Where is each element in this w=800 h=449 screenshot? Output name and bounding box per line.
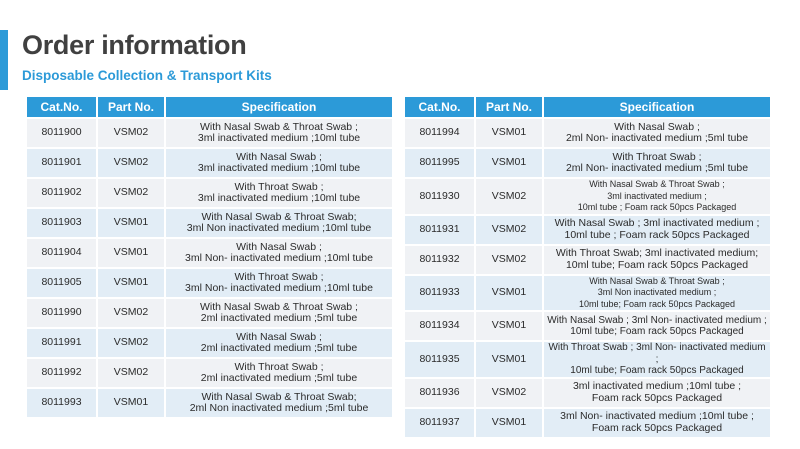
table-row — [27, 118, 392, 148]
cell-cat-no: 8011931 — [405, 215, 475, 245]
cell-part-no: VSM01 — [475, 311, 543, 341]
table-row — [27, 298, 392, 328]
table-row — [405, 275, 770, 312]
cell-cat-no: 8011904 — [27, 238, 97, 268]
table-row — [27, 238, 392, 268]
specification-line: 3ml Non inactivated medium ; — [597, 287, 717, 297]
specification-line: With Nasal Swab & Throat Swab ; — [589, 179, 725, 189]
column-header-cat-no: Cat.No. — [27, 97, 97, 118]
specification-line: With Nasal Swab ; — [236, 240, 322, 253]
cell-cat-no: 8011934 — [405, 311, 475, 341]
table-row — [405, 378, 770, 408]
cell-specification — [543, 215, 770, 245]
title-accent-bar — [0, 30, 8, 90]
table-row — [405, 311, 770, 341]
table-row — [405, 148, 770, 178]
cell-part-no: VSM02 — [97, 328, 165, 358]
cell-specification — [165, 118, 392, 148]
specification-line: 2ml Non- inactivated medium ;5ml tube — [565, 132, 749, 144]
table-row — [27, 388, 392, 417]
specification-line: 3ml Non- inactivated medium ;10ml tube — [185, 252, 373, 264]
table-row — [405, 245, 770, 275]
specification-line: With Throat Swab ; — [234, 360, 324, 373]
table-row — [405, 341, 770, 378]
column-header-part-no: Part No. — [97, 97, 165, 118]
cell-specification — [165, 178, 392, 208]
specification-line: 2ml inactivated medium ;5ml tube — [200, 372, 358, 384]
cell-specification — [543, 311, 770, 341]
specification-line: With Throat Swab ; 3ml Non- inactivated medium ; — [548, 342, 766, 365]
specification-line: 10ml tube; Foam rack 50pcs Packaged — [565, 258, 749, 271]
table-row — [27, 268, 392, 298]
specification-line: With Throat Swab ; — [612, 150, 702, 163]
cell-part-no: VSM02 — [475, 245, 543, 275]
page-title: Order information — [22, 30, 247, 60]
cell-part-no: VSM02 — [475, 178, 543, 215]
cell-cat-no: 8011900 — [27, 118, 97, 148]
specification-line: 3ml Non inactivated medium ;10ml tube — [186, 222, 372, 234]
cell-specification — [165, 268, 392, 298]
cell-specification — [165, 358, 392, 388]
cell-cat-no: 8011933 — [405, 275, 475, 312]
cell-part-no: VSM02 — [97, 358, 165, 388]
table-header-row — [405, 97, 770, 118]
cell-part-no: VSM01 — [475, 408, 543, 437]
specification-line: With Nasal Swab ; — [236, 150, 322, 163]
specification-line: 2ml inactivated medium ;5ml tube — [200, 342, 358, 354]
cell-specification — [543, 118, 770, 148]
specification-line: 3ml Non- inactivated medium ;10ml tube — [185, 282, 373, 294]
cell-cat-no: 8011991 — [27, 328, 97, 358]
page-subtitle: Disposable Collection & Transport Kits — [22, 68, 272, 83]
specification-line: 10ml tube; Foam rack 50pcs Packaged — [570, 365, 744, 376]
specification-line: 2ml inactivated medium ;5ml tube — [200, 312, 358, 324]
cell-cat-no: 8011994 — [405, 118, 475, 148]
cell-part-no: VSM01 — [97, 268, 165, 298]
table-row — [27, 358, 392, 388]
cell-specification — [543, 341, 770, 378]
specification-line: 2ml Non inactivated medium ;5ml tube — [189, 402, 369, 414]
cell-cat-no: 8011992 — [27, 358, 97, 388]
cell-part-no: VSM01 — [475, 275, 543, 312]
cell-specification — [543, 408, 770, 437]
cell-specification — [165, 148, 392, 178]
cell-part-no: VSM01 — [475, 148, 543, 178]
order-table-right — [405, 97, 770, 437]
specification-line: With Nasal Swab & Throat Swab ; — [589, 275, 725, 286]
cell-part-no: VSM01 — [97, 388, 165, 417]
cell-specification — [165, 208, 392, 238]
table-row — [405, 215, 770, 245]
table-row — [405, 178, 770, 215]
cell-specification — [543, 245, 770, 275]
cell-part-no: VSM02 — [97, 178, 165, 208]
specification-line: With Nasal Swab ; 3ml inactivated medium ; — [554, 217, 760, 229]
cell-cat-no: 8011905 — [27, 268, 97, 298]
cell-cat-no: 8011937 — [405, 408, 475, 437]
column-header-cat-no: Cat.No. — [405, 97, 475, 118]
specification-line: 3ml inactivated medium ;10ml tube ; — [572, 380, 742, 392]
cell-part-no: VSM02 — [97, 118, 165, 148]
cell-part-no: VSM02 — [475, 378, 543, 408]
table-row — [27, 328, 392, 358]
table-row — [27, 208, 392, 238]
specification-line: 10ml tube; Foam rack 50pcs Packaged — [570, 326, 744, 337]
cell-part-no: VSM01 — [97, 208, 165, 238]
specification-line: 10ml tube; Foam rack 50pcs Packaged — [578, 298, 736, 309]
cell-specification — [165, 328, 392, 358]
cell-part-no: VSM02 — [475, 215, 543, 245]
cell-part-no: VSM02 — [97, 298, 165, 328]
cell-specification — [543, 178, 770, 215]
table-row — [27, 148, 392, 178]
cell-cat-no: 8011990 — [27, 298, 97, 328]
cell-specification — [165, 298, 392, 328]
specification-line: With Nasal Swab & Throat Swab ; — [200, 300, 358, 313]
cell-cat-no: 8011932 — [405, 245, 475, 275]
table-header-row — [27, 97, 392, 118]
specification-line: 3ml inactivated medium ;10ml tube — [197, 132, 361, 144]
specification-line: With Throat Swab ; — [234, 180, 324, 193]
specification-line: Foam rack 50pcs Packaged — [591, 421, 723, 434]
cell-part-no: VSM01 — [475, 118, 543, 148]
cell-specification — [543, 275, 770, 312]
specification-line: 3ml Non- inactivated medium ;10ml tube ; — [560, 410, 754, 422]
specification-line: 3ml inactivated medium ; — [607, 190, 707, 201]
cell-specification — [165, 238, 392, 268]
cell-specification — [543, 148, 770, 178]
table-row — [27, 178, 392, 208]
specification-line: Foam rack 50pcs Packaged — [591, 391, 723, 404]
specification-line: 10ml tube ; Foam rack 50pcs Packaged — [564, 228, 750, 241]
specification-line: With Nasal Swab ; 3ml Non- inactivated medium ; — [547, 314, 767, 326]
column-header-specification: Specification — [165, 97, 392, 118]
specification-line: With Nasal Swab & Throat Swab; — [201, 210, 357, 223]
cell-cat-no: 8011901 — [27, 148, 97, 178]
specification-line: 10ml tube ; Foam rack 50pcs Packaged — [577, 202, 737, 212]
specification-line: With Nasal Swab & Throat Swab ; — [200, 120, 358, 133]
specification-line: With Throat Swab ; — [234, 270, 324, 283]
cell-cat-no: 8011993 — [27, 388, 97, 417]
cell-part-no: VSM02 — [97, 148, 165, 178]
cell-specification — [165, 388, 392, 417]
cell-specification — [543, 378, 770, 408]
specification-line: 3ml inactivated medium ;10ml tube — [197, 192, 361, 204]
cell-part-no: VSM01 — [97, 238, 165, 268]
specification-line: With Nasal Swab ; — [236, 330, 322, 343]
cell-cat-no: 8011995 — [405, 148, 475, 178]
cell-cat-no: 8011903 — [27, 208, 97, 238]
cell-cat-no: 8011935 — [405, 341, 475, 378]
specification-line: With Nasal Swab ; — [614, 120, 700, 133]
column-header-part-no: Part No. — [475, 97, 543, 118]
specification-line: With Throat Swab; 3ml inactivated medium; — [555, 247, 759, 259]
table-row — [405, 408, 770, 437]
specification-line: 3ml inactivated medium ;10ml tube — [197, 162, 361, 174]
column-header-specification: Specification — [543, 97, 770, 118]
cell-cat-no: 8011936 — [405, 378, 475, 408]
cell-part-no: VSM01 — [475, 341, 543, 378]
cell-cat-no: 8011930 — [405, 178, 475, 215]
table-row — [405, 118, 770, 148]
cell-cat-no: 8011902 — [27, 178, 97, 208]
specification-line: With Nasal Swab & Throat Swab; — [201, 390, 357, 403]
specification-line: 2ml Non- inactivated medium ;5ml tube — [565, 162, 749, 174]
order-table-left — [27, 97, 392, 417]
